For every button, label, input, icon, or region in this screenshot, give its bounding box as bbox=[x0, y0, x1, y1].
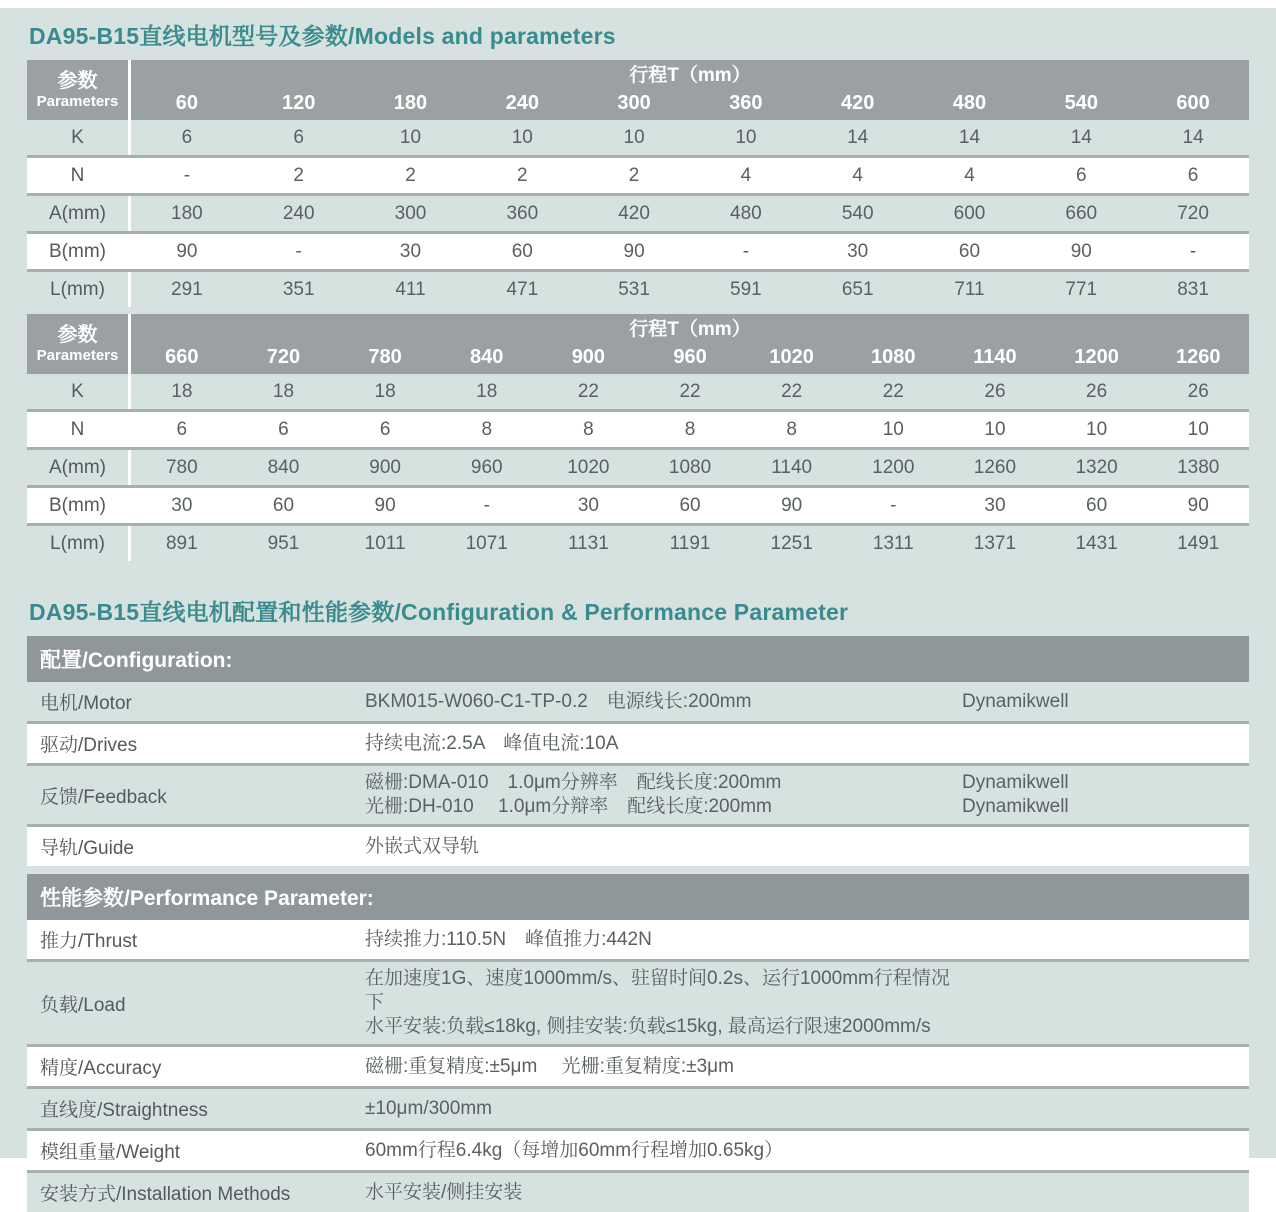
param-cell: 240 bbox=[282, 202, 315, 224]
stroke-column-header: 1080 bbox=[871, 346, 916, 368]
param-cell: 60 bbox=[1086, 494, 1108, 516]
param-cell: 480 bbox=[730, 202, 762, 224]
param-row-cells bbox=[131, 412, 1249, 447]
stroke-column-header: 120 bbox=[282, 92, 316, 114]
stroke-column-header: 480 bbox=[952, 92, 987, 114]
param-cell: 90 bbox=[1070, 240, 1092, 262]
param-cell: 10 bbox=[735, 126, 757, 148]
param-cell: 891 bbox=[165, 532, 198, 554]
parameters-corner-label-cn: 参数 bbox=[57, 324, 98, 346]
brand-label bbox=[962, 835, 1249, 859]
param-row-cells bbox=[131, 526, 1249, 561]
configuration-rows bbox=[27, 682, 1249, 866]
param-cell: 60 bbox=[679, 494, 701, 516]
param-cell: 2 bbox=[405, 164, 416, 186]
table-row bbox=[27, 374, 1249, 409]
param-cell: 22 bbox=[882, 380, 904, 402]
stroke-column-header: 660 bbox=[165, 346, 199, 368]
param-row-cells bbox=[131, 272, 1249, 307]
param-cell: 1071 bbox=[465, 532, 508, 554]
stroke-column-header: 900 bbox=[571, 346, 606, 368]
spec-row-value bbox=[365, 833, 1249, 860]
param-cell: 6 bbox=[176, 418, 188, 440]
spec-row-label: 模组重量/Weight bbox=[40, 1142, 181, 1163]
table-row bbox=[27, 523, 1249, 561]
param-cell: 90 bbox=[176, 240, 198, 262]
spec-row-line bbox=[365, 732, 1249, 756]
param-cell: 300 bbox=[394, 202, 427, 224]
param-cell: 1020 bbox=[567, 456, 610, 478]
spec-row bbox=[27, 824, 1249, 866]
param-cell: 711 bbox=[954, 278, 985, 300]
spec-row-line bbox=[365, 835, 1249, 859]
param-cell: 14 bbox=[1182, 126, 1204, 148]
stroke-column-headers bbox=[131, 89, 1249, 117]
stroke-span-header: 行程T（mm） bbox=[629, 65, 751, 86]
param-row-label: K bbox=[27, 374, 131, 409]
stroke-table-2 bbox=[27, 314, 1249, 561]
param-cell: 540 bbox=[841, 202, 874, 224]
table-row bbox=[27, 120, 1249, 155]
param-row-label: B(mm) bbox=[27, 488, 131, 523]
brand-label bbox=[962, 1097, 1249, 1121]
configuration-section bbox=[27, 636, 1249, 866]
stroke-table-header bbox=[27, 60, 1249, 120]
param-cell: 4 bbox=[964, 164, 975, 186]
stroke-column-header: 600 bbox=[1176, 92, 1210, 114]
models-title-block bbox=[27, 8, 1249, 60]
performance-section-header bbox=[27, 874, 1249, 920]
spec-value-text: 60mm行程6.4kg（每增加60mm行程增加0.65kg） bbox=[365, 1139, 784, 1161]
param-cell: 10 bbox=[399, 126, 422, 148]
stroke-table-1 bbox=[27, 60, 1249, 307]
stroke-span-header: 行程T（mm） bbox=[629, 319, 751, 340]
param-cell: - bbox=[183, 164, 191, 186]
spec-row-label: 负载/Load bbox=[40, 994, 126, 1016]
stroke-column-header: 780 bbox=[368, 346, 402, 368]
spec-value-text: ±10μm/300mm bbox=[365, 1097, 492, 1119]
spec-row-label: 电机/Motor bbox=[40, 693, 132, 714]
spec-row-line bbox=[365, 1181, 1249, 1205]
stroke-column-header: 540 bbox=[1064, 92, 1098, 114]
stroke-column-header: 60 bbox=[175, 92, 199, 114]
param-cell: 10 bbox=[984, 418, 1006, 440]
param-row-label: A(mm) bbox=[27, 196, 131, 231]
table-row bbox=[27, 269, 1249, 307]
spec-row-line bbox=[365, 1055, 1249, 1079]
spec-sheet-content bbox=[0, 8, 1276, 1212]
param-cell: 591 bbox=[730, 278, 762, 300]
param-row-label: K bbox=[27, 120, 131, 155]
param-cell: 1140 bbox=[771, 456, 813, 478]
param-cell: 1371 bbox=[973, 532, 1017, 554]
spec-row bbox=[27, 1044, 1249, 1086]
spec-sheet-background bbox=[0, 8, 1276, 1205]
param-row-cells bbox=[131, 374, 1249, 409]
param-row-cells bbox=[131, 120, 1249, 155]
param-cell: 6 bbox=[1187, 164, 1199, 186]
spec-row-value bbox=[365, 688, 1249, 715]
param-cell: 90 bbox=[1187, 494, 1209, 516]
param-cell: 1131 bbox=[567, 532, 609, 554]
param-cell: 8 bbox=[583, 418, 594, 440]
param-cell: 10 bbox=[623, 126, 645, 148]
param-cell: 30 bbox=[171, 494, 193, 516]
models-parameters-title: DA95-B15直线电机型号及参数/Models and parameters bbox=[29, 23, 616, 49]
param-cell: 18 bbox=[171, 380, 193, 402]
param-cell: 6 bbox=[293, 126, 304, 148]
param-cell: 1311 bbox=[872, 532, 914, 554]
param-cell: 10 bbox=[1086, 418, 1108, 440]
spec-row-line bbox=[365, 1015, 1249, 1039]
parameters-corner-label-en: Parameters bbox=[36, 347, 119, 364]
table-row bbox=[27, 231, 1249, 269]
spec-row-line bbox=[365, 1097, 1249, 1121]
brand-label: Dynamikwell bbox=[962, 690, 1069, 712]
param-cell: 30 bbox=[984, 494, 1006, 516]
spec-row-label: 精度/Accuracy bbox=[40, 1058, 162, 1079]
spec-row bbox=[27, 763, 1249, 824]
param-row-label: L(mm) bbox=[27, 272, 131, 307]
spec-value-text: 光栅:DH-010 1.0μm分辩率 配线长度:200mm bbox=[365, 796, 772, 817]
stroke-column-header: 180 bbox=[393, 92, 428, 114]
spec-row-line bbox=[365, 690, 1249, 714]
param-cell: 26 bbox=[984, 380, 1006, 402]
stroke-column-header: 420 bbox=[840, 92, 875, 114]
param-row-label: A(mm) bbox=[27, 450, 131, 485]
stroke-column-header: 840 bbox=[470, 346, 504, 368]
table-row bbox=[27, 409, 1249, 447]
spec-value-text: 持续推力:110.5N 峰值推力:442N bbox=[365, 928, 652, 950]
param-cell: 14 bbox=[958, 126, 981, 148]
table-row bbox=[27, 485, 1249, 523]
param-cell: - bbox=[1189, 240, 1197, 262]
configuration-section-header bbox=[27, 636, 1249, 682]
table-row bbox=[27, 155, 1249, 193]
spec-row bbox=[27, 920, 1249, 959]
param-cell: 951 bbox=[267, 532, 300, 554]
param-cell: 1491 bbox=[1177, 532, 1220, 554]
param-cell: 6 bbox=[181, 126, 193, 148]
param-cell: 30 bbox=[577, 494, 599, 516]
spec-value-text: 磁栅:重复精度:±5μm 光栅:重复精度:±3μm bbox=[365, 1055, 734, 1077]
stroke-header-main bbox=[131, 314, 1249, 374]
param-cell: 4 bbox=[740, 164, 752, 186]
param-cell: 471 bbox=[506, 278, 539, 300]
spec-row-label: 直线度/Straightness bbox=[40, 1100, 208, 1121]
stroke-column-header: 1140 bbox=[973, 346, 1017, 368]
brand-label: Dynamikwell bbox=[962, 796, 1069, 817]
param-cell: 90 bbox=[781, 494, 803, 516]
param-row-cells bbox=[131, 158, 1249, 193]
spec-value-text: 持续电流:2.5A 峰值电流:10A bbox=[365, 732, 619, 754]
brand-label bbox=[962, 732, 1249, 756]
spec-row bbox=[27, 1086, 1249, 1128]
param-row-label: N bbox=[27, 158, 131, 193]
param-cell: - bbox=[890, 494, 897, 516]
param-cell: 1191 bbox=[669, 532, 711, 554]
param-cell: 10 bbox=[511, 126, 533, 148]
spec-row-line bbox=[365, 928, 1249, 952]
param-row-label: N bbox=[27, 412, 131, 447]
spec-value-text: 在加速度1G、速度1000mm/s、驻留时间0.2s、运行1000mm行程情况下 bbox=[365, 968, 950, 1013]
brand-label bbox=[962, 1055, 1249, 1079]
spec-value-text: 水平安装:负载≤18kg, 侧挂安装:负载≤15kg, 最高运行限速2000mm/s bbox=[365, 1016, 931, 1037]
parameters-corner-cell bbox=[27, 314, 131, 374]
param-cell: 26 bbox=[1086, 380, 1108, 402]
spec-value-text: BKM015-W060-C1-TP-0.2 电源线长:200mm bbox=[365, 690, 752, 712]
spec-row-line bbox=[365, 771, 1249, 795]
table-row bbox=[27, 193, 1249, 231]
stroke-column-header: 1200 bbox=[1074, 346, 1119, 368]
param-cell: 30 bbox=[399, 240, 422, 262]
stroke-header-main bbox=[131, 60, 1249, 120]
param-cell: 960 bbox=[470, 456, 503, 478]
param-cell: 720 bbox=[1177, 202, 1209, 224]
spec-row-line bbox=[365, 1139, 1249, 1163]
param-cell: 18 bbox=[272, 380, 295, 402]
param-row-cells bbox=[131, 234, 1249, 269]
spec-row-value bbox=[365, 1137, 1249, 1164]
configuration-section-title: 配置/Configuration: bbox=[40, 649, 233, 672]
spec-row-value bbox=[365, 967, 1249, 1039]
param-row-label: B(mm) bbox=[27, 234, 131, 269]
spec-row-label: 反馈/Feedback bbox=[40, 786, 167, 808]
spec-row bbox=[27, 1128, 1249, 1170]
param-cell: 900 bbox=[369, 456, 401, 478]
spec-row-line bbox=[365, 795, 1249, 819]
parameters-corner-label-en: Parameters bbox=[36, 93, 119, 110]
param-cell: 1080 bbox=[668, 456, 712, 478]
spec-row-value bbox=[365, 1179, 1249, 1206]
spec-row-value bbox=[365, 730, 1249, 757]
param-cell: 6 bbox=[278, 418, 289, 440]
brand-label bbox=[962, 967, 1249, 1015]
param-cell: 8 bbox=[786, 418, 797, 440]
stroke-column-headers bbox=[131, 343, 1249, 371]
spec-row-value bbox=[365, 771, 1249, 819]
brand-label bbox=[962, 1139, 1249, 1163]
spec-row-value bbox=[365, 1095, 1249, 1122]
config-performance-title: DA95-B15直线电机配置和性能参数/Configuration & Performance Parameter bbox=[29, 599, 849, 625]
brand-label bbox=[962, 928, 1249, 952]
param-cell: 291 bbox=[171, 278, 203, 300]
param-cell: 1011 bbox=[364, 532, 406, 554]
spec-row bbox=[27, 1170, 1249, 1212]
param-cell: 1200 bbox=[872, 456, 915, 478]
param-cell: 651 bbox=[841, 278, 874, 300]
param-cell: 26 bbox=[1187, 380, 1209, 402]
param-cell: 90 bbox=[623, 240, 645, 262]
stroke-column-header: 240 bbox=[505, 92, 539, 114]
param-cell: 420 bbox=[618, 202, 650, 224]
param-cell: 1260 bbox=[973, 456, 1017, 478]
param-cell: 660 bbox=[1065, 202, 1098, 224]
stroke-table-header bbox=[27, 314, 1249, 374]
table-row bbox=[27, 447, 1249, 485]
param-cell: 22 bbox=[679, 380, 701, 402]
performance-section-title: 性能参数/Performance Parameter: bbox=[40, 887, 374, 910]
spec-value-text: 外嵌式双导轨 bbox=[365, 835, 480, 857]
param-cell: 8 bbox=[684, 418, 696, 440]
param-cell: 780 bbox=[165, 456, 198, 478]
param-cell: 60 bbox=[958, 240, 981, 262]
param-cell: 60 bbox=[511, 240, 533, 262]
spec-row bbox=[27, 721, 1249, 763]
param-cell: 22 bbox=[577, 380, 599, 402]
param-cell: - bbox=[295, 240, 302, 262]
param-cell: 90 bbox=[374, 494, 396, 516]
param-row-cells bbox=[131, 488, 1249, 523]
param-cell: 2 bbox=[628, 164, 640, 186]
param-cell: 8 bbox=[481, 418, 493, 440]
param-cell: 18 bbox=[374, 380, 396, 402]
stroke-column-header: 300 bbox=[617, 92, 651, 114]
brand-label: Dynamikwell bbox=[962, 772, 1069, 793]
param-cell: 22 bbox=[781, 380, 803, 402]
param-row-cells bbox=[131, 450, 1249, 485]
param-cell: 14 bbox=[847, 126, 869, 148]
spec-row-value bbox=[365, 926, 1249, 953]
param-cell: 840 bbox=[267, 456, 300, 478]
spec-value-text: 水平安装/侧挂安装 bbox=[365, 1181, 523, 1203]
brand-label bbox=[962, 1181, 1249, 1205]
spec-row-label: 安装方式/Installation Methods bbox=[40, 1184, 291, 1205]
stroke-column-header: 1020 bbox=[769, 346, 814, 368]
param-cell: 411 bbox=[395, 278, 426, 300]
param-cell: 18 bbox=[476, 380, 498, 402]
stroke-column-header: 1260 bbox=[1175, 346, 1221, 368]
brand-label bbox=[962, 1015, 1249, 1039]
performance-section bbox=[27, 874, 1249, 1212]
param-cell: - bbox=[742, 240, 750, 262]
param-cell: 2 bbox=[293, 164, 304, 186]
param-cell: 531 bbox=[618, 278, 650, 300]
spec-row-label: 推力/Thrust bbox=[40, 931, 138, 952]
param-cell: 60 bbox=[272, 494, 295, 516]
stroke-column-header: 720 bbox=[266, 346, 301, 368]
stroke-column-header: 360 bbox=[729, 92, 763, 114]
param-cell: 1431 bbox=[1075, 532, 1118, 554]
parameters-corner-label-cn: 参数 bbox=[57, 70, 98, 92]
param-cell: 2 bbox=[517, 164, 528, 186]
spec-row bbox=[27, 682, 1249, 721]
param-cell: 4 bbox=[852, 164, 863, 186]
param-cell: 14 bbox=[1070, 126, 1092, 148]
param-cell: 351 bbox=[282, 278, 315, 300]
spec-row-line bbox=[365, 967, 1249, 1015]
spec-row-label: 驱动/Drives bbox=[40, 735, 138, 756]
spec-value-text: 磁栅:DMA-010 1.0μm分辨率 配线长度:200mm bbox=[365, 772, 782, 793]
param-cell: 360 bbox=[506, 202, 539, 224]
param-row-label: L(mm) bbox=[27, 526, 131, 561]
param-cell: 600 bbox=[953, 202, 986, 224]
param-cell: 10 bbox=[882, 418, 904, 440]
spec-row-label: 导轨/Guide bbox=[40, 838, 134, 859]
param-row-cells bbox=[131, 196, 1249, 231]
param-cell: 30 bbox=[847, 240, 869, 262]
param-cell: 771 bbox=[1065, 278, 1098, 300]
param-cell: 180 bbox=[171, 202, 203, 224]
param-cell: 10 bbox=[1187, 418, 1209, 440]
param-cell: 831 bbox=[1177, 278, 1209, 300]
param-cell: 6 bbox=[379, 418, 391, 440]
performance-rows bbox=[27, 920, 1249, 1212]
spec-row bbox=[27, 959, 1249, 1044]
param-cell: 1320 bbox=[1075, 456, 1118, 478]
parameters-corner-cell bbox=[27, 60, 131, 120]
param-cell: - bbox=[483, 494, 490, 516]
spec-row-value bbox=[365, 1053, 1249, 1080]
param-cell: 1380 bbox=[1177, 456, 1220, 478]
param-cell: 6 bbox=[1075, 164, 1087, 186]
stroke-column-header: 960 bbox=[673, 346, 707, 368]
param-cell: 1251 bbox=[770, 532, 813, 554]
config-title-block bbox=[27, 568, 1249, 636]
